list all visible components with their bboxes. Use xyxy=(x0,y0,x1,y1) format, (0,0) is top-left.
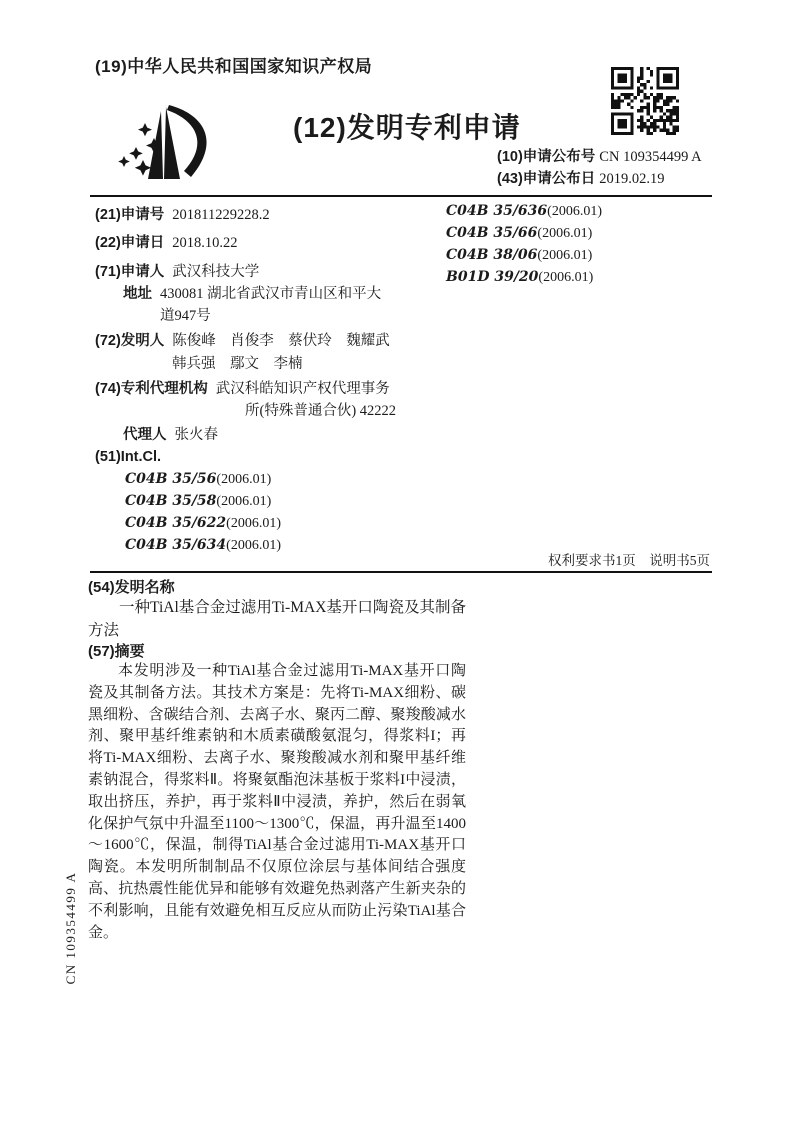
intcl-code: C04B 35/634 xyxy=(125,537,227,553)
intcl-item xyxy=(446,225,592,242)
intcl-code: C04B 35/66 xyxy=(446,225,538,241)
intcl-code: C04B 35/56 xyxy=(125,471,217,487)
side-publication-number: CN 109354499 A xyxy=(63,871,78,985)
inventors-line2: 韩兵强 鄢文 李楠 xyxy=(172,356,303,372)
intcl-version: (2006.01) xyxy=(216,472,272,487)
applicant-address-row xyxy=(123,282,381,303)
intcl-code: C04B 38/06 xyxy=(446,247,538,263)
applicant-name: 武汉科技大学 xyxy=(172,264,260,280)
intcl-item xyxy=(446,269,593,286)
intcl-item xyxy=(125,493,271,510)
cnipa-logo-icon xyxy=(112,95,232,187)
intcl-item xyxy=(446,247,592,264)
intcl-code: C04B 35/58 xyxy=(125,493,217,509)
biblio-divider xyxy=(90,571,712,573)
intcl-code: C04B 35/622 xyxy=(125,515,227,531)
qr-code-icon xyxy=(610,67,680,135)
publication-number-label: (10)申请公布号 xyxy=(497,149,596,165)
pages-info: 权利要求书1页 说明书5页 xyxy=(548,553,710,568)
agent-name: 张火春 xyxy=(174,427,218,443)
publication-date-label: (43)申请公布日 xyxy=(497,171,596,187)
inventors-row xyxy=(95,329,390,350)
intcl-version: (2006.01) xyxy=(226,538,281,553)
intcl-version: (2006.01) xyxy=(538,270,594,285)
intcl-item xyxy=(125,515,281,532)
intcl-code: B01D 39/20 xyxy=(446,269,539,285)
intcl-version: (2006.01) xyxy=(537,226,593,241)
address-label: 地址 xyxy=(123,286,152,302)
agency-line2: 所(特殊普通合伙) 42222 xyxy=(245,403,397,419)
address-line2: 道947号 xyxy=(160,308,211,324)
invention-title: 一种TiAl基合金过滤用Ti-MAX基开口陶瓷及其制备方法 xyxy=(88,599,466,639)
intcl-item xyxy=(446,203,602,220)
intcl-label: (51)Int.Cl. xyxy=(95,449,162,465)
application-date-row xyxy=(95,231,238,252)
patent-office-name: (19)中华人民共和国国家知识产权局 xyxy=(95,57,373,76)
agent-label: 代理人 xyxy=(123,427,167,443)
intcl-code: C04B 35/636 xyxy=(446,203,548,219)
header-divider xyxy=(90,195,712,197)
intcl-version: (2006.01) xyxy=(537,248,593,263)
agency-row xyxy=(95,377,390,398)
publication-date-row xyxy=(497,168,702,190)
intcl-version: (2006.01) xyxy=(547,204,602,219)
agency-label: (74)专利代理机构 xyxy=(95,381,208,397)
application-number: 201811229228.2 xyxy=(172,207,270,223)
agency-line1: 武汉科皓知识产权代理事务 xyxy=(215,381,390,397)
applicant-row xyxy=(95,260,259,281)
invention-title-label: (54)发明名称 xyxy=(88,579,175,596)
publication-number-row xyxy=(497,146,702,168)
application-date-label: (22)申请日 xyxy=(95,235,165,251)
publication-number: CN 109354499 A xyxy=(599,149,702,165)
agent-row xyxy=(123,423,218,444)
applicant-label: (71)申请人 xyxy=(95,264,165,280)
publication-date: 2019.02.19 xyxy=(599,171,665,187)
document-type-title: (12)发明专利申请 xyxy=(293,112,521,143)
intcl-version: (2006.01) xyxy=(216,494,272,509)
address-line1: 430081 湖北省武汉市青山区和平大 xyxy=(160,286,382,302)
intcl-version: (2006.01) xyxy=(226,516,281,531)
publication-block xyxy=(497,146,702,190)
application-number-row xyxy=(95,203,270,224)
abstract-text: 本发明涉及一种TiAl基合金过滤用Ti-MAX基开口陶瓷及其制备方法。其技术方案是：先将Ti-MAX细粉、碳黑细粉、含碳结合剂、去离子水、聚丙二醇、聚羧酸减水剂、聚甲基纤维素钠和木质素磺酸氨混匀，得浆料I；再将Ti-MAX细粉、去离子水、聚羧酸减水剂和聚甲基纤维素钠混合，得浆料Ⅱ。将聚氨酯泡沫基板于浆料I中浸渍，取出挤压，养护，再于浆料Ⅱ中浸渍，养护，然后在弱氧化保护气氛中升温至1100～1300℃，保温，再升温至1400～1600℃，保温，制得TiAl基合金过滤用Ti-MAX基开口陶瓷。本发明所制制品不仅原位涂层与基体间结合强度高、抗热震性能优异和能够有效避免热剥落产生新夹杂的不利影响，且能有效避免相互反应从而防止污染TiAl基合金。 xyxy=(88,663,466,941)
application-date: 2018.10.22 xyxy=(172,235,238,251)
intcl-item xyxy=(125,471,271,488)
abstract-label: (57)摘要 xyxy=(88,643,145,660)
application-number-label: (21)申请号 xyxy=(95,207,165,223)
inventors-line1: 陈俊峰 肖俊李 蔡伏玲 魏耀武 xyxy=(172,333,390,349)
intcl-item xyxy=(125,537,281,554)
inventors-label: (72)发明人 xyxy=(95,333,165,349)
